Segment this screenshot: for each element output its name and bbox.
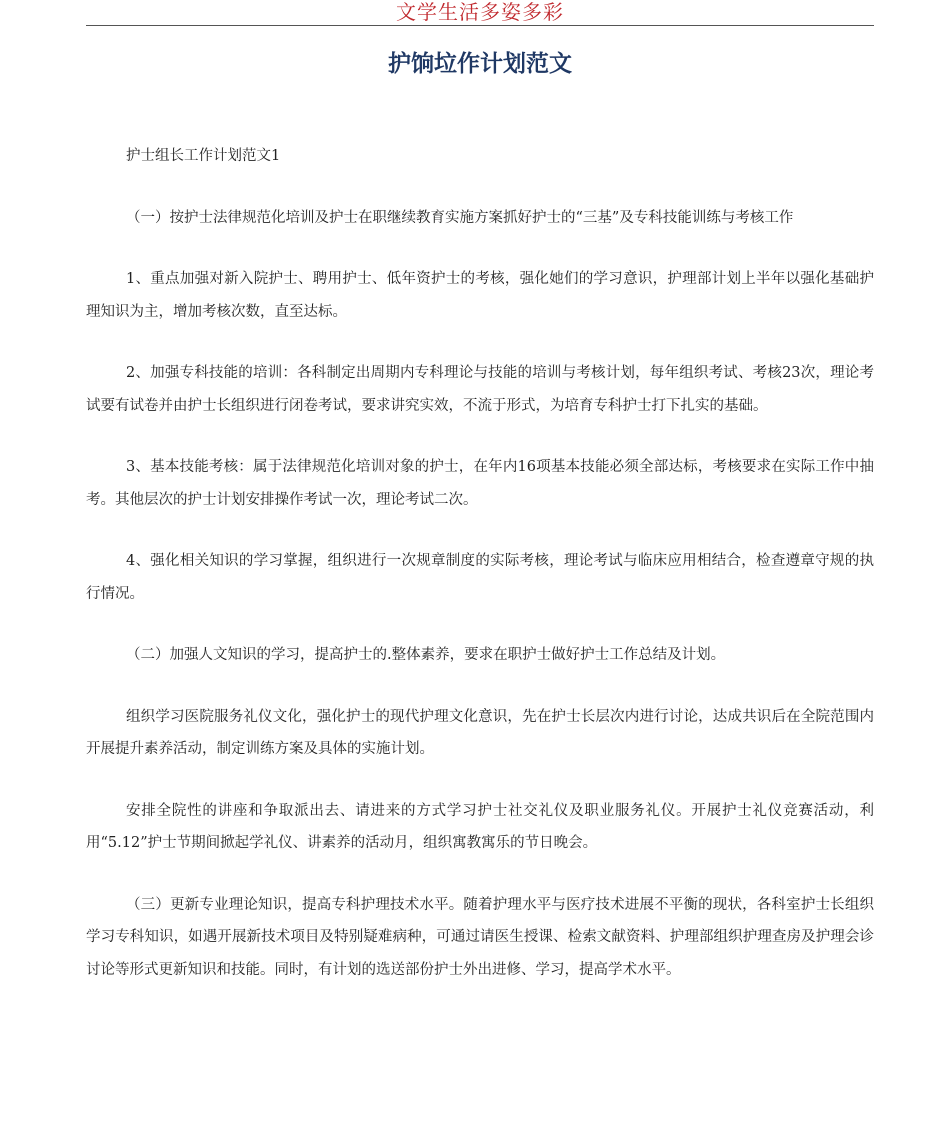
paragraph: 4、强化相关知识的学习掌握，组织进行一次规章制度的实际考核，理论考试与临床应用相结合，检查遵章守规的执行情况。 bbox=[86, 553, 874, 602]
paragraph: 2、加强专科技能的培训：各科制定出周期内专科理论与技能的培训与考核计划，每年组织考试、考核23次，理论考试要有试卷并由护士长组织进行闭卷考试，要求讲究实效，不流于形式，为培育专科护士打下扎实的基础。 bbox=[86, 365, 874, 414]
paragraph: 3、基本技能考核：属于法律规范化培训对象的护士，在年内16项基本技能必须全部达标，考核要求在实际工作中抽考。其他层次的护士计划安排操作考试一次，理论考试二次。 bbox=[86, 459, 874, 508]
document-title: 护饷垃作计划范文 bbox=[388, 51, 572, 77]
paragraph: 组织学习医院服务礼仪文化，强化护士的现代护理文化意识，先在护士长层次内进行讨论，达成共识后在全院范围内开展提升素养活动，制定训练方案及具体的实施计划。 bbox=[86, 708, 874, 757]
running-header bbox=[86, 0, 874, 26]
paragraph: （一）按护士法律规范化培训及护士在职继续教育实施方案抓好护士的“三基”及专科技能训练与考核工作 bbox=[126, 209, 794, 226]
paragraph: 安排全院性的讲座和争取派出去、请进来的方式学习护士社交礼仪及职业服务礼仪。开展护士礼仪竞赛活动，利用“5.12”护士节期间掀起学礼仪、讲素养的活动月，组织寓教寓乐的节日晚会。 bbox=[86, 802, 874, 851]
running-header-title: 文学生活多姿多彩 bbox=[396, 0, 564, 24]
paragraph: 1、重点加强对新入院护士、聘用护士、低年资护士的考核，强化她们的学习意识，护理部计划上半年以强化基础护理知识为主，增加考核次数，直至达标。 bbox=[86, 271, 874, 320]
document-body bbox=[86, 140, 874, 986]
paragraph: （三）更新专业理论知识，提高专科护理技术水平。随着护理水平与医疗技术进展不平衡的现状，各科室护士长组织学习专科知识，如遇开展新技术项目及特别疑难病种，可通过请医生授课、检索文献资料、护理部组织护理查房及护理会诊讨论等形式更新知识和技能。同时，有计划的选送部份护士外出进修、学习，提高学术水平。 bbox=[86, 896, 874, 978]
paragraph: 护士组长工作计划范文1 bbox=[126, 148, 281, 164]
paragraph: （二）加强人文知识的学习，提高护士的.整体素养，要求在职护士做好护士工作总结及计划。 bbox=[126, 647, 726, 663]
